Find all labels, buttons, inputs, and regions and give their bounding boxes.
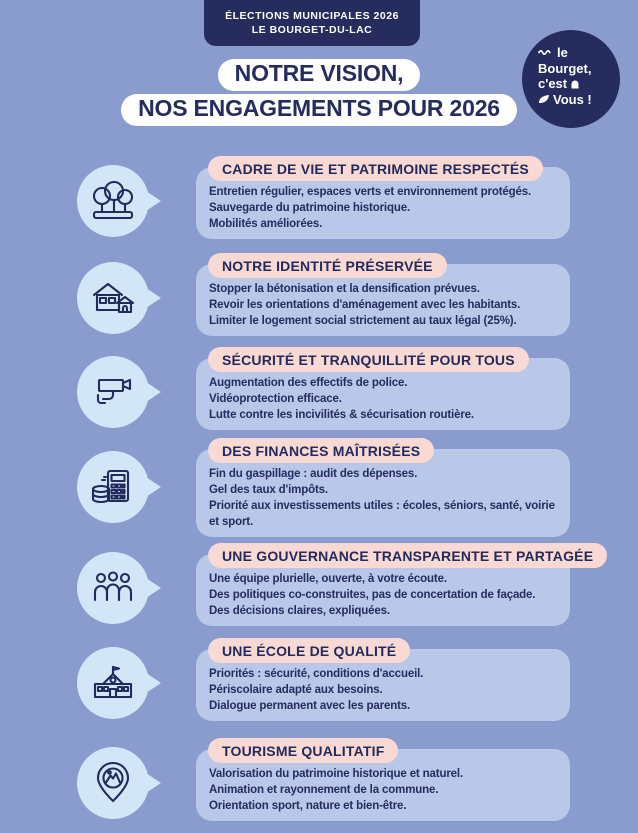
- section-item: Gel des taux d'impôts.: [209, 484, 328, 496]
- section-title: DES FINANCES MAÎTRISÉES: [208, 438, 434, 463]
- section-item: Augmentation des effectifs de police.: [209, 377, 408, 389]
- section-item: Périscolaire adapté aux besoins.: [209, 684, 383, 696]
- badge-line3: c'est: [538, 76, 568, 91]
- banner-line2: LE BOURGET-DU-LAC: [251, 24, 373, 36]
- section-tourisme: [0, 738, 638, 821]
- icon-bubble: [77, 552, 149, 624]
- banner-line1: ÉLECTIONS MUNICIPALES 2026: [225, 10, 399, 22]
- section-securite: [0, 347, 638, 430]
- section-item: Stopper la bétonisation et la densification prévues.: [209, 283, 480, 295]
- section-item: Lutte contre les incivilités & sécurisation routière.: [209, 409, 474, 421]
- icon-bubble: [77, 747, 149, 819]
- section-title: NOTRE IDENTITÉ PRÉSERVÉE: [208, 253, 447, 278]
- section-finances: [0, 438, 638, 537]
- wave-icon: [538, 48, 554, 57]
- calculator-coins-icon: [89, 463, 137, 511]
- section-item: Priorité aux investissements utiles : écoles, séniors, santé, voirie et sport.: [209, 500, 555, 528]
- section-item: Entretien régulier, espaces verts et environnement protégés.: [209, 186, 532, 198]
- title-line1: NOTRE VISION,: [218, 59, 421, 91]
- section-gouvernance: [0, 543, 638, 626]
- section-title: TOURISME QUALITATIF: [208, 738, 398, 763]
- section-identite: [0, 253, 638, 336]
- houses-icon: [89, 274, 137, 322]
- section-ecole: [0, 638, 638, 721]
- badge-line2: Bourget,: [538, 60, 592, 76]
- section-item: Des décisions claires, expliquées.: [209, 605, 390, 617]
- badge-line1: le: [557, 45, 568, 60]
- section-title: UNE ÉCOLE DE QUALITÉ: [208, 638, 410, 663]
- bubble-tail: [146, 288, 161, 308]
- main-title: [0, 59, 638, 126]
- section-item: Fin du gaspillage : audit des dépenses.: [209, 468, 418, 480]
- school-icon: [89, 659, 137, 707]
- section-cadre-de-vie: [0, 156, 638, 239]
- section-item: Vidéoprotection efficace.: [209, 393, 342, 405]
- section-item: Animation et rayonnement de la commune.: [209, 784, 439, 796]
- trees-icon: [89, 177, 137, 225]
- icon-bubble: [77, 451, 149, 523]
- bubble-tail: [146, 673, 161, 693]
- cctv-camera-icon: [89, 368, 137, 416]
- bubble-tail: [146, 191, 161, 211]
- section-item: Des politiques co-construites, pas de concertation de façade.: [209, 589, 536, 601]
- section-item: Revoir les orientations d'aménagement avec les habitants.: [209, 299, 521, 311]
- icon-bubble: [77, 356, 149, 428]
- section-item: Valorisation du patrimoine historique et naturel.: [209, 768, 463, 780]
- team-icon: [89, 564, 137, 612]
- section-item: Dialogue permanent avec les parents.: [209, 700, 411, 712]
- section-item: Limiter le logement social strictement au taux légal (25%).: [209, 315, 517, 327]
- bubble-tail: [146, 578, 161, 598]
- bubble-tail: [146, 477, 161, 497]
- section-title: CADRE DE VIE ET PATRIMOINE RESPECTÉS: [208, 156, 543, 181]
- section-item: Priorités : sécurité, conditions d'accueil.: [209, 668, 424, 680]
- section-title: UNE GOUVERNANCE TRANSPARENTE ET PARTAGÉE: [208, 543, 607, 568]
- icon-bubble: [77, 165, 149, 237]
- icon-bubble: [77, 647, 149, 719]
- election-banner: [204, 0, 420, 46]
- section-item: Sauvegarde du patrimoine historique.: [209, 202, 410, 214]
- title-line2: NOS ENGAGEMENTS POUR 2026: [121, 94, 517, 126]
- section-item: Une équipe plurielle, ouverte, à votre écoute.: [209, 573, 447, 585]
- section-item: Orientation sport, nature et bien-être.: [209, 800, 407, 812]
- map-pin-landscape-icon: [89, 759, 137, 807]
- icon-bubble: [77, 262, 149, 334]
- section-item: Mobilités améliorées.: [209, 218, 323, 230]
- badge-line4: Vous !: [553, 91, 592, 107]
- bubble-tail: [146, 773, 161, 793]
- section-title: SÉCURITÉ ET TRANQUILLITÉ POUR TOUS: [208, 347, 529, 372]
- bubble-tail: [146, 382, 161, 402]
